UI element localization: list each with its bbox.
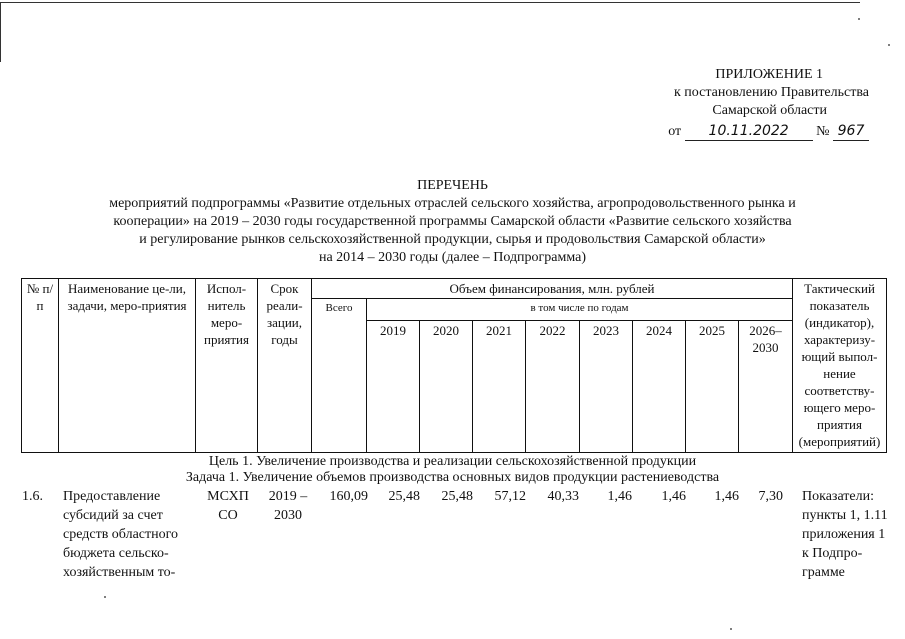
heading-line-1: мероприятий подпрограммы «Развитие отдельных отраслей сельского хозяйства, агропродовольственного рынка и: [109, 196, 796, 211]
task-text: Задача 1. Увеличение объемов производства основных видов продукции растениеводства: [185, 470, 720, 485]
row-name-line: Предоставление: [63, 489, 161, 504]
appendix-date-line: [668, 122, 869, 141]
heading-line-4: на 2014 – 2030 годы (далее – Подпрограмма): [318, 250, 587, 265]
row-term-line: 2019 –: [268, 489, 308, 504]
heading-line-3: и регулирование рынков сельскохозяйственной продукции, сырья и продовольствия Самарской области»: [139, 232, 766, 247]
speck: [888, 44, 890, 46]
from-label: от: [668, 124, 682, 139]
heading-line-2: кооперации» на 2019 – 2030 годы государственной программы Самарской области «Развитие сельского хозяйства: [113, 214, 792, 229]
row-executor-line: СО: [218, 508, 238, 523]
handwritten-date: 10.11.2022: [685, 122, 813, 141]
row-total: 160,09: [329, 489, 368, 504]
row-indicator-line: Показатели:: [802, 489, 874, 504]
row-indicator-line: грамме: [802, 565, 845, 580]
appendix-line-2: к постановлению Правительства: [673, 85, 869, 100]
speck: [858, 18, 860, 20]
number-label: №: [816, 124, 830, 139]
header-year: 2025: [686, 321, 739, 453]
header-name: Наименование це-ли, задачи, меро-приятия: [59, 279, 196, 453]
row-name-line: субсидий за счет: [63, 508, 163, 523]
row-name-line: бюджета сельско-: [63, 546, 169, 561]
heading-title: ПЕРЕЧЕНЬ: [417, 178, 488, 193]
header-year: 2024: [633, 321, 686, 453]
handwritten-number: 967: [833, 122, 869, 141]
goal-text: Цель 1. Увеличение производства и реализации сельскохозяйственной продукции: [208, 454, 697, 469]
speck: [730, 628, 732, 630]
row-term-line: 2030: [274, 508, 302, 523]
document-heading: [0, 177, 905, 267]
header-year: 2023: [580, 321, 633, 453]
row-indicator-line: пункты 1, 1.11: [802, 508, 888, 523]
page-border-left: [0, 2, 1, 62]
row-value: 7,30: [758, 489, 783, 504]
row-indicator-line: к Подпро-: [802, 546, 863, 561]
financing-table-header: [21, 278, 887, 453]
row-value: 25,48: [388, 489, 420, 504]
row-indicator-line: приложения 1: [802, 527, 886, 542]
header-total: Всего: [312, 299, 367, 453]
header-year: 2019: [367, 321, 420, 453]
speck: [104, 596, 106, 598]
row-number: 1.6.: [22, 489, 43, 504]
header-year: 2020: [420, 321, 473, 453]
header-volume: Объем финансирования, млн. рублей: [312, 279, 793, 299]
row-value: 40,33: [547, 489, 579, 504]
header-by-year: в том числе по годам: [367, 299, 793, 321]
page-border-top: [0, 2, 860, 3]
row-name: [63, 487, 193, 582]
header-year: 2021: [473, 321, 526, 453]
row-value: 1,46: [661, 489, 686, 504]
header-num: № п/п: [22, 279, 59, 453]
row-indicator: [802, 487, 892, 582]
row-name-line: средств областного: [63, 527, 179, 542]
header-year: 2022: [526, 321, 580, 453]
header-executor: Испол-нитель меро-приятия: [196, 279, 258, 453]
header-term: Срок реали-зации, годы: [258, 279, 312, 453]
appendix-line-3: Самарской области: [712, 103, 827, 118]
row-value: 1,46: [607, 489, 632, 504]
row-term: [262, 487, 314, 525]
header-indicator: Тактический показатель (индикатор), характеризу-ющий выпол-нение соответству-ющего меро-приятия (мероприятий): [793, 279, 887, 453]
row-value: 1,46: [714, 489, 739, 504]
appendix-title: ПРИЛОЖЕНИЕ 1: [715, 67, 823, 82]
appendix-block: [668, 66, 869, 141]
row-executor-line: МСХП: [207, 489, 249, 504]
row-executor: [198, 487, 258, 525]
header-year: 2026–2030: [739, 321, 793, 453]
row-value: 25,48: [441, 489, 473, 504]
row-value: 57,12: [494, 489, 526, 504]
row-name-line: хозяйственным то-: [63, 565, 176, 580]
goal-block: [0, 454, 905, 486]
